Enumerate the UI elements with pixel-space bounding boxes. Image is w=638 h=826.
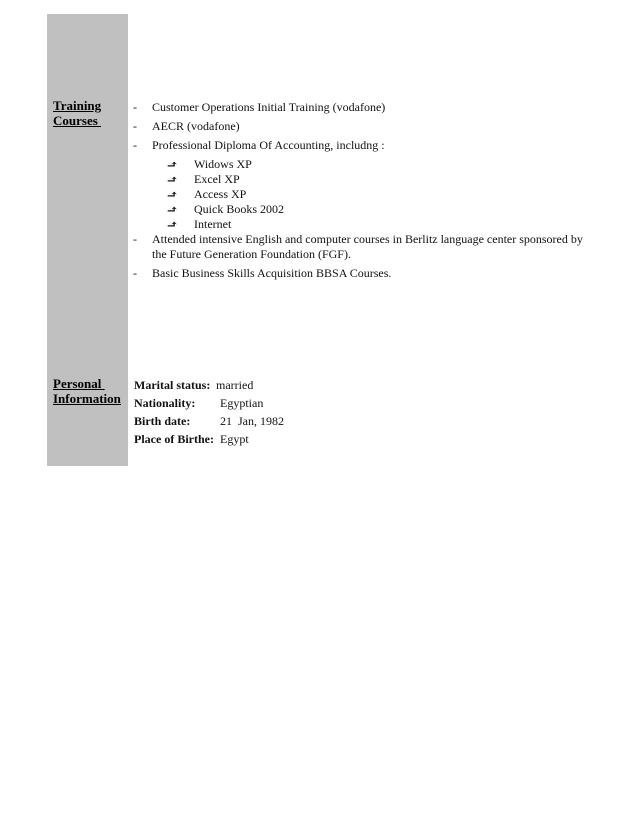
sub-item-text: Widows XP	[194, 157, 252, 171]
curved-arrow-icon: ⬏	[167, 217, 178, 231]
list-item	[133, 138, 593, 232]
sub-item-text: Internet	[194, 217, 232, 231]
list-item-text: Professional Diploma Of Accounting, includng :	[152, 138, 385, 152]
info-row-place-of-birth	[134, 432, 249, 450]
list-item	[133, 100, 593, 115]
info-label: Birth date:	[134, 414, 191, 428]
heading-line: Information	[53, 391, 121, 406]
info-value: Egypt	[220, 432, 249, 446]
sub-item-text: Excel XP	[194, 172, 240, 186]
info-label: Nationality:	[134, 396, 196, 410]
dash-bullet: -	[133, 100, 137, 114]
info-value: married	[216, 378, 254, 392]
training-courses-heading	[53, 98, 101, 128]
sub-list-item	[167, 187, 593, 202]
heading-line: Personal	[53, 376, 105, 391]
curved-arrow-icon: ⬏	[167, 172, 178, 186]
dash-bullet: -	[133, 119, 137, 133]
list-item-text: Basic Business Skills Acquisition BBSA Courses.	[152, 266, 392, 280]
info-row-birth-date	[134, 414, 284, 432]
curved-arrow-icon: ⬏	[167, 157, 178, 171]
sub-list-item	[167, 202, 593, 217]
list-item	[133, 119, 593, 134]
sub-list-item	[167, 157, 593, 172]
sub-item-text: Quick Books 2002	[194, 202, 284, 216]
list-item-text: Customer Operations Initial Training (vodafone)	[152, 100, 386, 114]
info-label: Marital status:	[134, 378, 211, 392]
list-item	[133, 232, 593, 262]
sub-item-text: Access XP	[194, 187, 247, 201]
info-value: Egyptian	[220, 396, 264, 410]
info-row-marital-status	[134, 378, 254, 396]
sub-list-item	[167, 217, 593, 232]
list-item-text: AECR (vodafone)	[152, 119, 240, 133]
info-value: 21 Jan, 1982	[220, 414, 284, 428]
dash-bullet: -	[133, 266, 137, 280]
personal-information-table	[134, 378, 284, 450]
curved-arrow-icon: ⬏	[167, 202, 178, 216]
sub-list-item	[167, 172, 593, 187]
training-courses-list	[133, 100, 593, 285]
dash-bullet: -	[133, 138, 137, 152]
accounting-sublist	[152, 157, 593, 232]
list-item-text: Attended intensive English and computer courses in Berlitz language center sponsored by the Future Generation Foundation (FGF).	[152, 232, 583, 261]
dash-bullet: -	[133, 232, 137, 246]
info-label: Place of Birthe:	[134, 432, 214, 446]
list-item	[133, 266, 593, 281]
personal-information-heading	[53, 376, 121, 406]
curved-arrow-icon: ⬏	[167, 187, 178, 201]
heading-line: Courses	[53, 113, 102, 128]
heading-line: Training	[53, 98, 102, 113]
info-row-nationality	[134, 396, 264, 414]
